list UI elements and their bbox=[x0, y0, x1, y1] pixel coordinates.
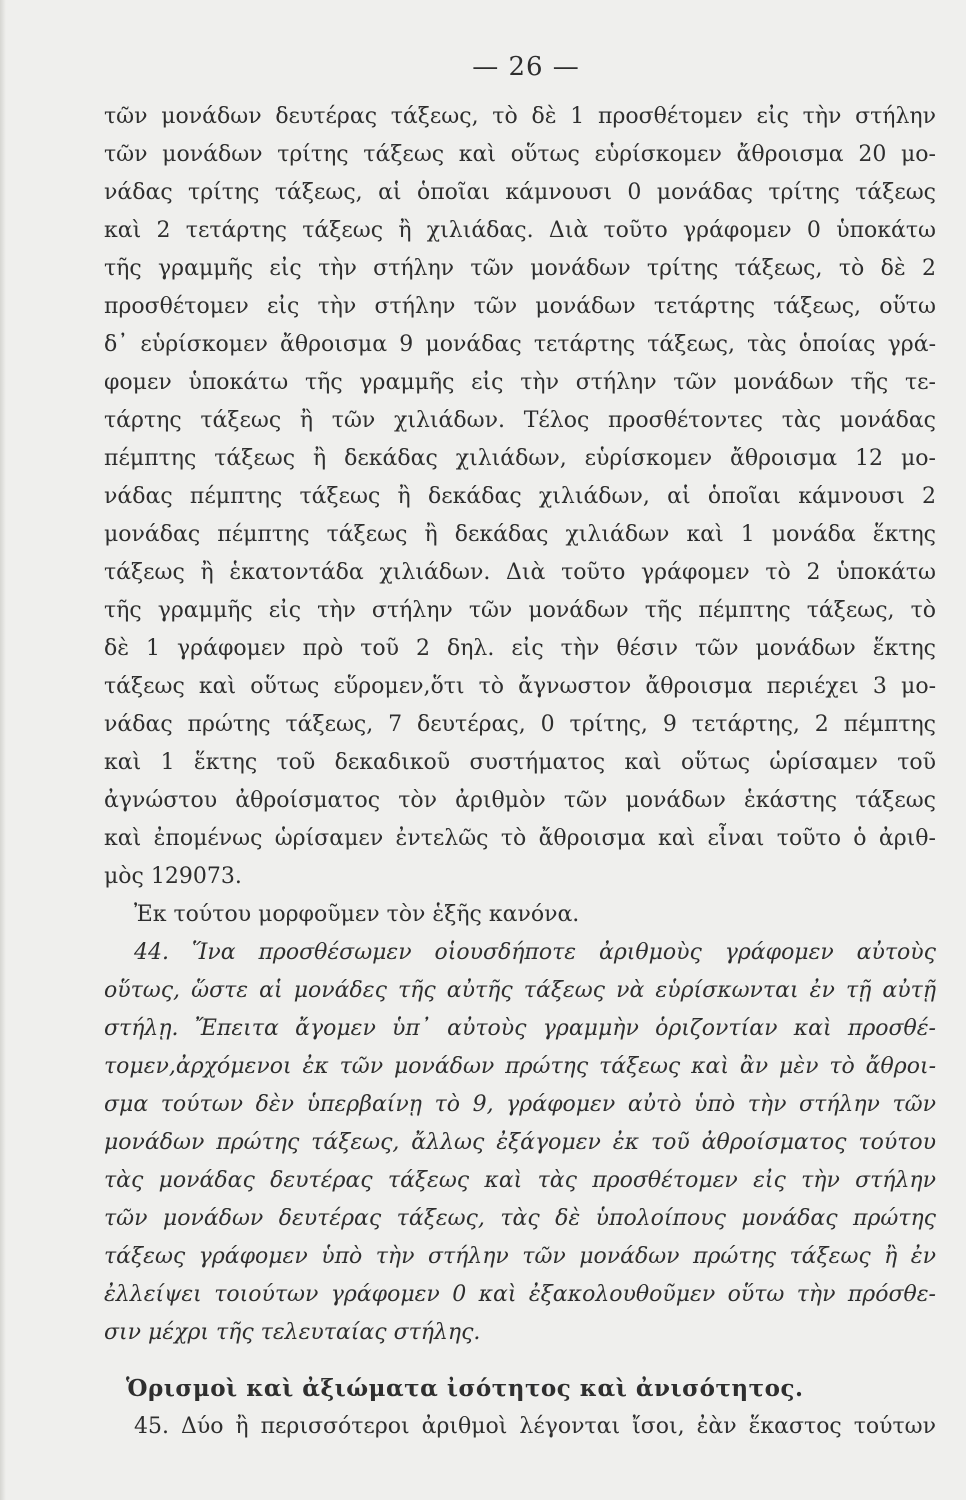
text-line: νάδας πέμπτης τάξεως ἢ δεκάδας χιλιάδων, αἱ ὁποῖαι κάμνουσι 2 bbox=[104, 484, 936, 509]
page-number: — 26 — bbox=[472, 52, 580, 82]
text-line: μονάδας πέμπτης τάξεως ἢ δεκάδας χιλιάδων καὶ 1 μονάδα ἕκτης bbox=[104, 522, 936, 547]
text-line: φομεν ὑποκάτω τῆς γραμμῆς εἰς τὴν στήλην τῶν μονάδων τῆς τε- bbox=[104, 370, 936, 395]
text-line: ἀγνώστου ἀθροίσματος τὸν ἀριθμὸν τῶν μονάδων ἑκάστης τάξεως bbox=[104, 788, 936, 813]
text-line: προσθέτομεν εἰς τὴν στήλην τῶν μονάδων τετάρτης τάξεως, οὕτω bbox=[104, 294, 936, 319]
rule-line: στήλῃ. Ἔπειτα ἄγομεν ὑπ᾽ αὐτοὺς γραμμὴν ὁριζοντίαν καὶ προσθέ- bbox=[104, 1016, 936, 1041]
rule-line: τὰς μονάδας δευτέρας τάξεως καὶ τὰς προσθέτομεν εἰς τὴν στήλην bbox=[104, 1168, 936, 1193]
text-line: τῶν μονάδων τρίτης τάξεως καὶ οὕτως εὑρίσκομεν ἄθροισμα 20 μο- bbox=[104, 142, 936, 167]
rule-line: τάξεως γράφομεν ὑπὸ τὴν στήλην τῶν μονάδων πρώτης τάξεως ἢ ἐν bbox=[104, 1244, 936, 1269]
text-line: καὶ 1 ἕκτης τοῦ δεκαδικοῦ συστήματος καὶ οὕτως ὡρίσαμεν τοῦ bbox=[104, 750, 936, 775]
text-line: τῶν μονάδων δευτέρας τάξεως, τὸ δὲ 1 προσθέτομεν εἰς τὴν στήλην bbox=[104, 104, 936, 129]
text-line: καὶ ἐπομένως ὡρίσαμεν ἐντελῶς τὸ ἄθροισμα καὶ εἶναι τοῦτο ὁ ἀριθ- bbox=[104, 826, 936, 851]
rule-line: τομεν,ἀρχόμενοι ἐκ τῶν μονάδων πρώτης τάξεως καὶ ἂν μὲν τὸ ἄθροι- bbox=[104, 1054, 936, 1079]
text-line: δὲ 1 γράφομεν πρὸ τοῦ 2 δηλ. εἰς τὴν θέσιν τῶν μονάδων ἕκτης bbox=[104, 636, 936, 661]
rule-intro-line: Ἐκ τούτου μορφοῦμεν τὸν ἑξῆς κανόνα. bbox=[134, 902, 580, 927]
text-line: νάδας πρώτης τάξεως, 7 δευτέρας, 0 τρίτης, 9 τετάρτης, 2 πέμπτης bbox=[104, 712, 936, 737]
rule-line: οὕτως, ὥστε αἱ μονάδες τῆς αὐτῆς τάξεως νὰ εὑρίσκωνται ἐν τῇ αὐτῇ bbox=[104, 978, 936, 1003]
rule-line: σιν μέχρι τῆς τελευταίας στήλης. bbox=[104, 1320, 481, 1345]
rule-line: μονάδων πρώτης τάξεως, ἄλλως ἐξάγομεν ἐκ τοῦ ἀθροίσματος τούτου bbox=[104, 1130, 936, 1155]
rule-line: ἐλλείψει τοιούτων γράφομεν 0 καὶ ἐξακολουθοῦμεν οὕτω τὴν πρόσθε- bbox=[104, 1282, 936, 1307]
rule-line: τῶν μονάδων δευτέρας τάξεως, τὰς δὲ ὑπολοίπους μονάδας πρώτης bbox=[104, 1206, 936, 1231]
text-line: τάξεως καὶ οὕτως εὕρομεν,ὅτι τὸ ἄγνωστον ἄθροισμα περιέχει 3 μο- bbox=[104, 674, 936, 699]
text-line: νάδας τρίτης τάξεως, αἱ ὁποῖαι κάμνουσι 0 μονάδας τρίτης τάξεως bbox=[104, 180, 936, 205]
rule-line: σμα τούτων δὲν ὑπερβαίνῃ τὸ 9, γράφομεν αὐτὸ ὑπὸ τὴν στήλην τῶν bbox=[104, 1092, 936, 1117]
text-line: καὶ 2 τετάρτης τάξεως ἢ χιλιάδας. Διὰ τοῦτο γράφομεν 0 ὑποκάτω bbox=[104, 218, 936, 243]
section-heading: Ὁρισμοὶ καὶ ἀξιώματα ἰσότητος καὶ ἀνισότητος. bbox=[126, 1375, 804, 1402]
text-body bbox=[104, 98, 936, 1446]
text-line: πέμπτης τάξεως ἢ δεκάδας χιλιάδων, εὑρίσκομεν ἄθροισμα 12 μο- bbox=[104, 446, 936, 471]
text-line: τάξεως ἢ ἑκατοντάδα χιλιάδων. Διὰ τοῦτο γράφομεν τὸ 2 ὑποκάτω bbox=[104, 560, 936, 585]
text-line: τάρτης τάξεως ἢ τῶν χιλιάδων. Τέλος προσθέτοντες τὰς μονάδας bbox=[104, 408, 936, 433]
rule-line: 44. Ἵνα προσθέσωμεν οἱουσδήποτε ἀριθμοὺς γράφομεν αὐτοὺς bbox=[134, 940, 936, 965]
text-line: τῆς γραμμῆς εἰς τὴν στήλην τῶν μονάδων τρίτης τάξεως, τὸ δὲ 2 bbox=[104, 256, 936, 281]
text-line: 45. Δύο ἢ περισσότεροι ἀριθμοὶ λέγονται ἴσοι, ἐὰν ἕκαστος τούτων bbox=[134, 1414, 936, 1439]
text-line: δ᾽ εὑρίσκομεν ἄθροισμα 9 μονάδας τετάρτης τάξεως, τὰς ὁποίας γρά- bbox=[104, 332, 936, 357]
page-edge-shadow bbox=[0, 0, 6, 1500]
text-line: μὸς 129073. bbox=[104, 864, 242, 889]
text-line: τῆς γραμμῆς εἰς τὴν στήλην τῶν μονάδων τῆς πέμπτης τάξεως, τὸ bbox=[104, 598, 936, 623]
